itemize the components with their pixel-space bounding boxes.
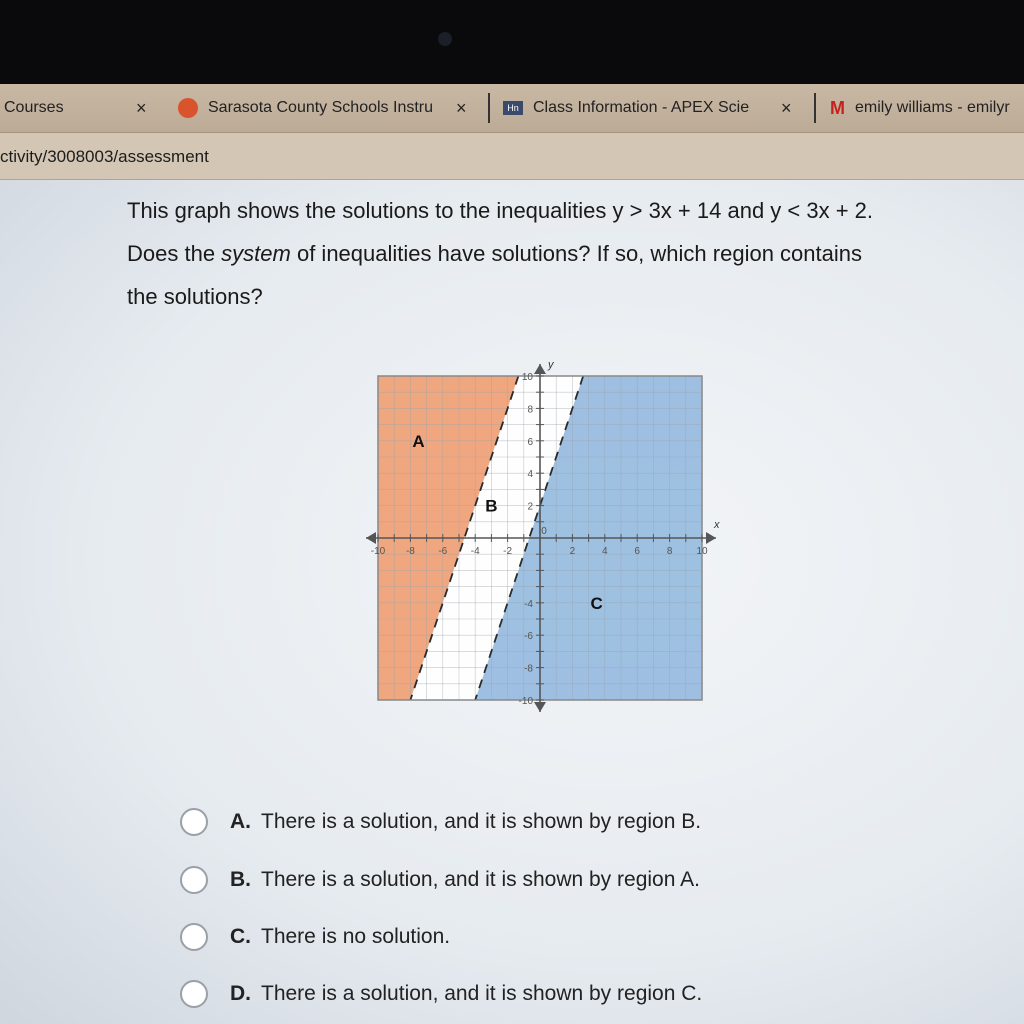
radio-button[interactable] [180, 980, 208, 1008]
y-tick-label: 6 [527, 436, 533, 448]
y-tick-label: -6 [524, 631, 533, 643]
y-axis-arrow-down [534, 702, 546, 712]
y-tick-label: 10 [521, 372, 533, 383]
question-line-3: the solutions? [127, 284, 263, 309]
x-tick-label: 0 [541, 526, 547, 537]
choice-b[interactable] [180, 864, 700, 896]
x-tick-label: 2 [569, 546, 576, 557]
region-label-c: C [590, 593, 603, 613]
x-tick-label: 8 [666, 546, 673, 557]
choice-a[interactable] [180, 806, 701, 838]
y-axis-label: y [548, 359, 554, 371]
choice-c[interactable] [180, 921, 450, 953]
y-tick-label: 2 [527, 501, 533, 513]
url-text[interactable]: ctivity/3008003/assessment [0, 147, 209, 166]
address-bar[interactable] [0, 133, 1024, 180]
x-tick-label: -6 [438, 546, 448, 557]
tab-separator [814, 93, 816, 123]
close-icon[interactable]: × [136, 97, 147, 118]
x-axis-arrow-right [706, 532, 716, 544]
x-tick-label: 6 [634, 546, 640, 557]
tab-title: Courses [4, 99, 64, 116]
choice-d[interactable] [180, 978, 702, 1010]
x-tick-label: -8 [405, 546, 415, 557]
y-axis-arrow-up [534, 364, 546, 374]
x-tick-label: -4 [470, 546, 480, 557]
choice-text: There is a solution, and it is shown by region C. [261, 982, 703, 1005]
tab-sarasota[interactable] [178, 84, 478, 132]
choice-letter: D. [230, 982, 251, 1005]
region-label-a: A [412, 431, 425, 451]
close-icon[interactable]: × [456, 97, 467, 118]
radio-button[interactable] [180, 866, 208, 894]
y-tick-label: 4 [527, 469, 533, 481]
choice-letter: B. [230, 868, 251, 891]
x-tick-label: 10 [696, 546, 708, 557]
inequality-graph [360, 356, 740, 718]
choice-letter: C. [230, 925, 251, 948]
choice-letter: A. [230, 810, 251, 833]
sarasota-logo-icon [178, 98, 198, 118]
x-tick-label: 4 [602, 546, 608, 557]
y-tick-label: 8 [527, 404, 533, 416]
tab-gmail[interactable] [830, 84, 1024, 132]
screen-bezel [0, 0, 1024, 84]
question-line-1: This graph shows the solutions to the inequalities y > 3x + 14 and y < 3x + 2. [127, 198, 874, 223]
gmail-icon: M [830, 97, 845, 118]
question-text: Does the [127, 241, 222, 266]
tab-separator [488, 93, 490, 123]
question-text: of inequalities have solutions? If so, which region contains [290, 241, 862, 266]
radio-button[interactable] [180, 923, 208, 951]
webcam [438, 32, 452, 46]
tab-title: emily williams - emilyr [855, 99, 1010, 116]
question-emphasis: system [221, 241, 291, 266]
tab-courses[interactable] [4, 84, 162, 132]
x-axis-arrow-left [366, 532, 376, 544]
browser-tab-bar [0, 84, 1024, 133]
y-tick-label: -10 [518, 696, 533, 707]
choice-text: There is a solution, and it is shown by region B. [261, 810, 702, 833]
x-axis-label: x [714, 519, 720, 531]
x-tick-label: -2 [503, 546, 513, 557]
y-tick-label: -8 [524, 663, 533, 675]
choice-text: There is a solution, and it is shown by region A. [261, 868, 700, 891]
radio-button[interactable] [180, 808, 208, 836]
y-tick-label: -4 [524, 598, 533, 610]
close-icon[interactable]: × [781, 97, 792, 118]
x-tick-label: -10 [370, 546, 386, 557]
tab-apex[interactable] [503, 84, 803, 132]
tab-title: Sarasota County Schools Instru [208, 99, 434, 116]
tab-title: Class Information - APEX Scie [533, 99, 750, 116]
apex-icon: Hn [503, 101, 523, 115]
question-line-2 [127, 241, 862, 267]
region-label-b: B [485, 496, 498, 516]
choice-text: There is no solution. [261, 925, 451, 948]
